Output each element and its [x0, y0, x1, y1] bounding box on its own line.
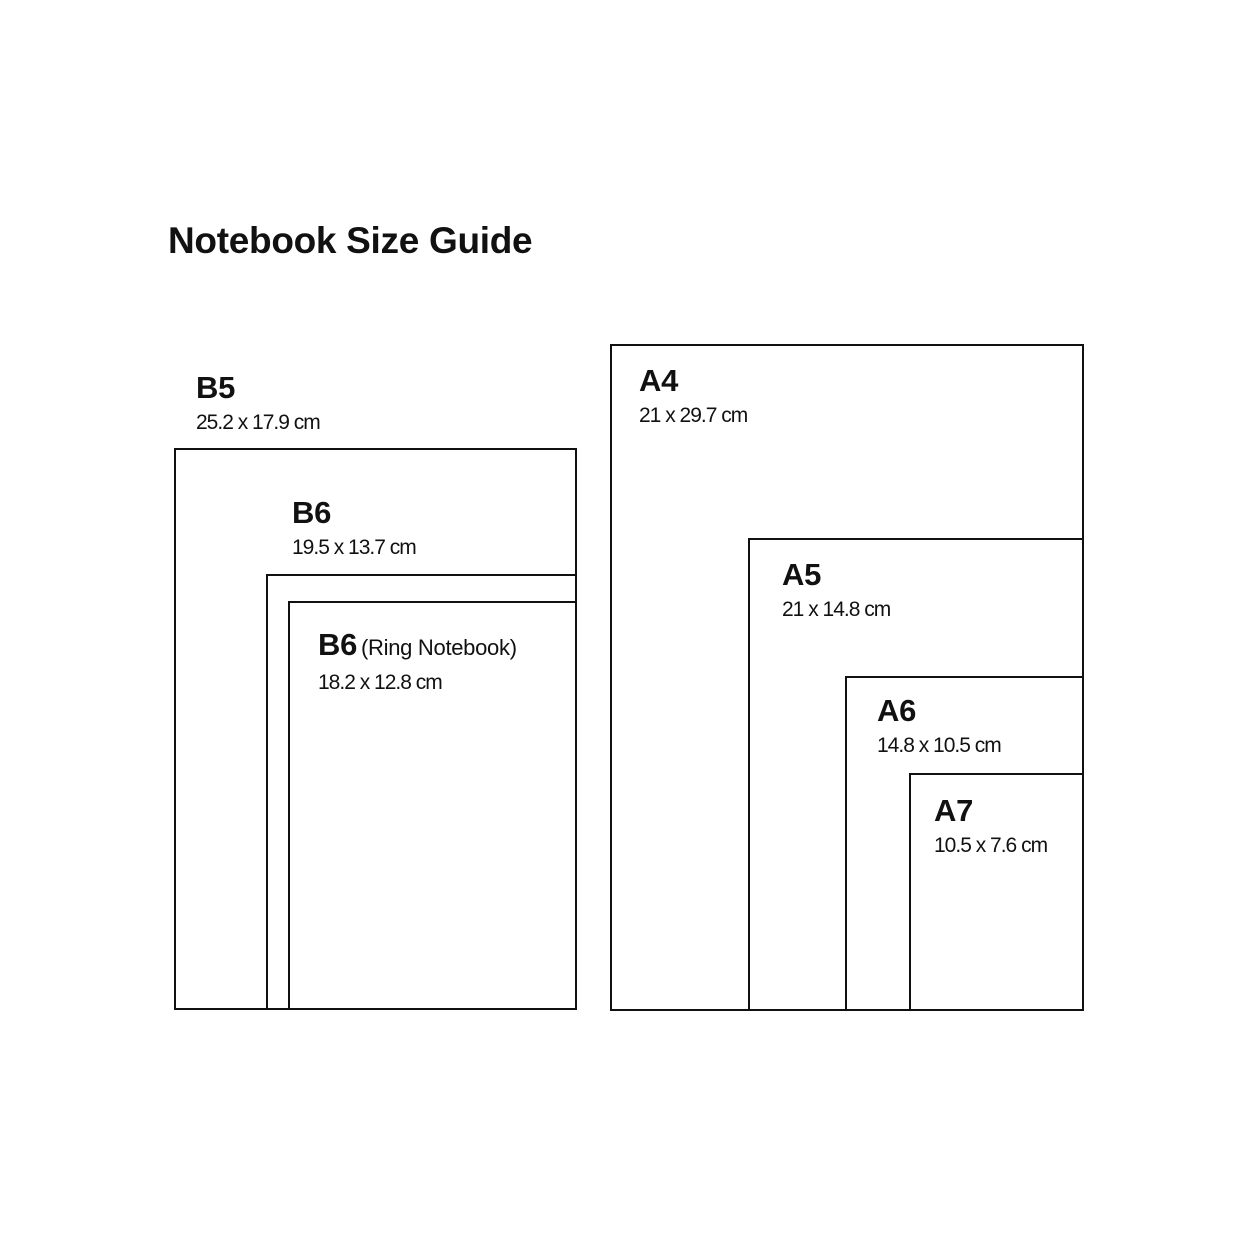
- a5-name: A5: [782, 557, 822, 592]
- b5-dimensions: 25.2 x 17.9 cm: [196, 411, 320, 434]
- b6-ring-note: (Ring Notebook): [361, 635, 517, 660]
- a6-dimensions: 14.8 x 10.5 cm: [877, 734, 1001, 757]
- b5-label: [196, 370, 320, 436]
- a6-label: [877, 693, 1001, 759]
- a4-name: A4: [639, 363, 679, 398]
- a7-label: [934, 793, 1047, 859]
- b6-label: [292, 495, 416, 561]
- b6-ring-heading: [318, 627, 517, 666]
- a4-dimensions: 21 x 29.7 cm: [639, 404, 748, 427]
- page-title: Notebook Size Guide: [168, 220, 533, 261]
- a4-label: [639, 363, 747, 429]
- b6-dimensions: 19.5 x 13.7 cm: [292, 536, 416, 559]
- a7-dimensions: 10.5 x 7.6 cm: [934, 834, 1048, 857]
- b6-name: B6: [292, 495, 332, 530]
- a5-dimensions: 21 x 14.8 cm: [782, 598, 891, 621]
- a6-name: A6: [877, 693, 917, 728]
- a7-name: A7: [934, 793, 974, 828]
- a5-label: [782, 557, 890, 623]
- b6-ring-label: [318, 627, 517, 696]
- b6-ring-name: B6: [318, 627, 358, 662]
- b5-name: B5: [196, 370, 236, 405]
- b6-ring-dimensions: 18.2 x 12.8 cm: [318, 671, 442, 694]
